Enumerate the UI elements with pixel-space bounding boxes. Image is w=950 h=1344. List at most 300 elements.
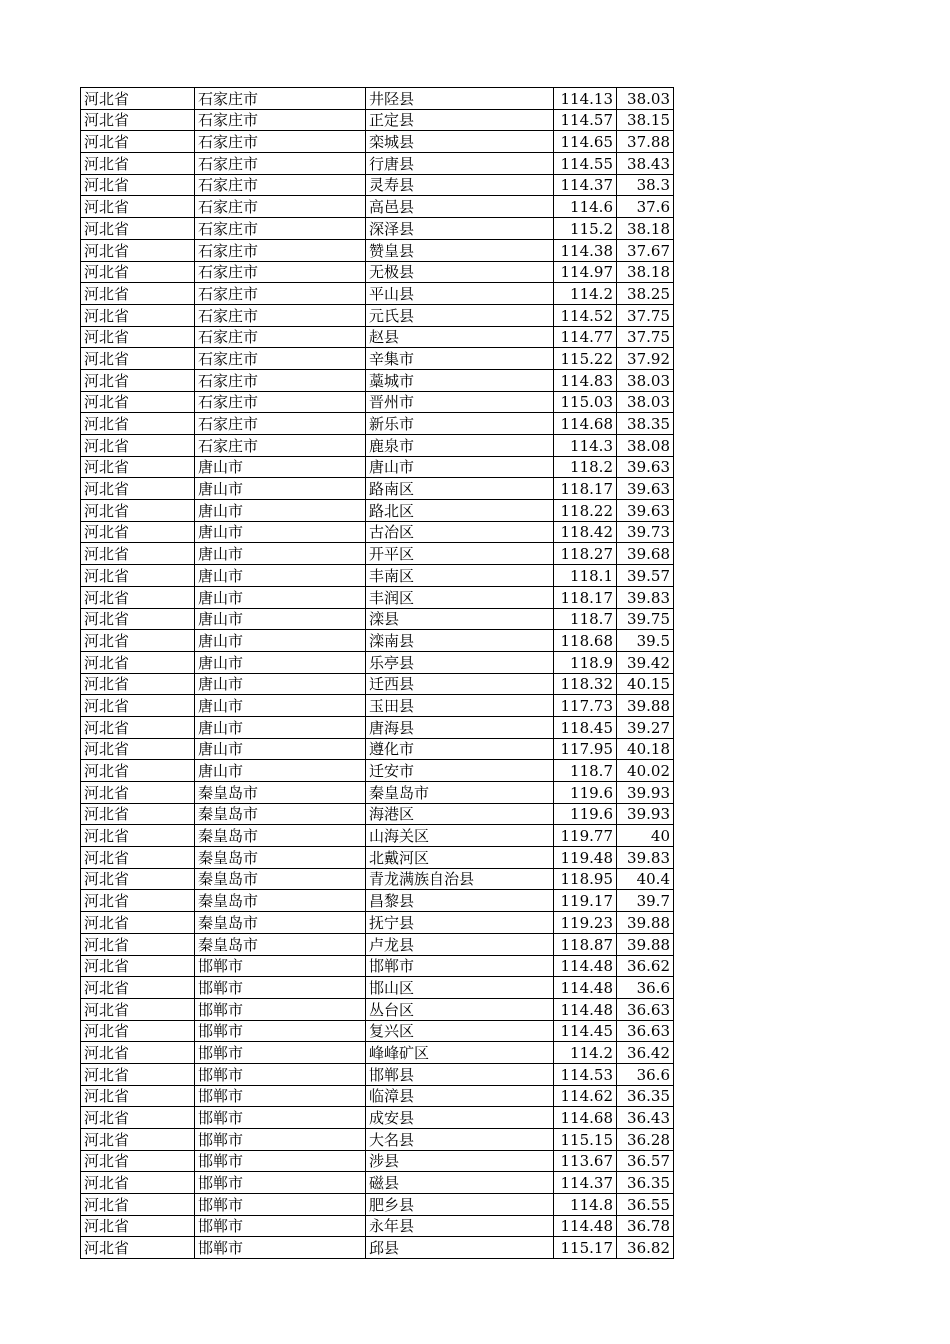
- city-cell[interactable]: 石家庄市: [195, 109, 366, 131]
- spreadsheet-sheet: [80, 87, 674, 1259]
- county-cell[interactable]: 卢龙县: [366, 933, 554, 955]
- county-cell[interactable]: 古冶区: [366, 521, 554, 543]
- city-cell[interactable]: 邯郸市: [195, 1063, 366, 1085]
- latitude-cell[interactable]: 36.35: [617, 1172, 674, 1194]
- latitude-cell[interactable]: 36.6: [617, 977, 674, 999]
- longitude-cell[interactable]: 118.68: [554, 630, 617, 652]
- city-cell[interactable]: 唐山市: [195, 738, 366, 760]
- latitude-cell[interactable]: 40.18: [617, 738, 674, 760]
- province-cell[interactable]: 河北省: [81, 651, 195, 673]
- latitude-cell[interactable]: 37.88: [617, 131, 674, 153]
- county-cell[interactable]: 鹿泉市: [366, 435, 554, 457]
- province-cell[interactable]: 河北省: [81, 478, 195, 500]
- county-cell[interactable]: 丛台区: [366, 998, 554, 1020]
- table-row: [81, 586, 674, 608]
- latitude-cell[interactable]: 37.75: [617, 326, 674, 348]
- table-row: [81, 391, 674, 413]
- province-cell[interactable]: 河北省: [81, 977, 195, 999]
- province-cell[interactable]: 河北省: [81, 456, 195, 478]
- longitude-cell[interactable]: 114.2: [554, 1042, 617, 1064]
- province-cell[interactable]: 河北省: [81, 283, 195, 305]
- city-cell[interactable]: 唐山市: [195, 760, 366, 782]
- table-row: [81, 218, 674, 240]
- longitude-cell[interactable]: 114.83: [554, 369, 617, 391]
- city-cell[interactable]: 石家庄市: [195, 174, 366, 196]
- longitude-cell[interactable]: 118.17: [554, 586, 617, 608]
- latitude-cell[interactable]: 39.83: [617, 586, 674, 608]
- longitude-cell[interactable]: 114.68: [554, 413, 617, 435]
- county-cell[interactable]: 大名县: [366, 1129, 554, 1151]
- longitude-cell[interactable]: 115.17: [554, 1237, 617, 1259]
- province-cell[interactable]: 河北省: [81, 868, 195, 890]
- latitude-cell[interactable]: 37.67: [617, 239, 674, 261]
- latitude-cell[interactable]: 38.15: [617, 109, 674, 131]
- city-cell[interactable]: 石家庄市: [195, 326, 366, 348]
- city-cell[interactable]: 唐山市: [195, 695, 366, 717]
- longitude-cell[interactable]: 115.2: [554, 218, 617, 240]
- city-cell[interactable]: 邯郸市: [195, 1085, 366, 1107]
- longitude-cell[interactable]: 114.8: [554, 1194, 617, 1216]
- city-cell[interactable]: 唐山市: [195, 543, 366, 565]
- county-cell[interactable]: 开平区: [366, 543, 554, 565]
- city-cell[interactable]: 石家庄市: [195, 369, 366, 391]
- latitude-cell[interactable]: 37.6: [617, 196, 674, 218]
- province-cell[interactable]: 河北省: [81, 586, 195, 608]
- county-cell[interactable]: 邱县: [366, 1237, 554, 1259]
- county-cell[interactable]: 辛集市: [366, 348, 554, 370]
- city-cell[interactable]: 石家庄市: [195, 196, 366, 218]
- table-row: [81, 1063, 674, 1085]
- table-row: [81, 782, 674, 804]
- county-cell[interactable]: 青龙满族自治县: [366, 868, 554, 890]
- province-cell[interactable]: 河北省: [81, 760, 195, 782]
- city-cell[interactable]: 唐山市: [195, 500, 366, 522]
- table-row: [81, 413, 674, 435]
- longitude-cell[interactable]: 118.7: [554, 608, 617, 630]
- county-cell[interactable]: 肥乡县: [366, 1194, 554, 1216]
- county-cell[interactable]: 栾城县: [366, 131, 554, 153]
- latitude-cell[interactable]: 36.42: [617, 1042, 674, 1064]
- city-cell[interactable]: 唐山市: [195, 565, 366, 587]
- latitude-cell[interactable]: 38.25: [617, 283, 674, 305]
- longitude-cell[interactable]: 118.7: [554, 760, 617, 782]
- county-cell[interactable]: 复兴区: [366, 1020, 554, 1042]
- city-cell[interactable]: 唐山市: [195, 478, 366, 500]
- table-row: [81, 1150, 674, 1172]
- city-cell[interactable]: 石家庄市: [195, 435, 366, 457]
- city-cell[interactable]: 唐山市: [195, 673, 366, 695]
- county-cell[interactable]: 成安县: [366, 1107, 554, 1129]
- city-cell[interactable]: 秦皇岛市: [195, 847, 366, 869]
- latitude-cell[interactable]: 36.63: [617, 998, 674, 1020]
- county-cell[interactable]: 邯郸县: [366, 1063, 554, 1085]
- longitude-cell[interactable]: 118.9: [554, 651, 617, 673]
- county-cell[interactable]: 井陉县: [366, 88, 554, 110]
- county-cell[interactable]: 邯山区: [366, 977, 554, 999]
- latitude-cell[interactable]: 38.43: [617, 153, 674, 175]
- latitude-cell[interactable]: 39.63: [617, 478, 674, 500]
- longitude-cell[interactable]: 115.22: [554, 348, 617, 370]
- longitude-cell[interactable]: 114.48: [554, 1215, 617, 1237]
- county-cell[interactable]: 临漳县: [366, 1085, 554, 1107]
- county-cell[interactable]: 永年县: [366, 1215, 554, 1237]
- table-row: [81, 912, 674, 934]
- province-cell[interactable]: 河北省: [81, 630, 195, 652]
- latitude-cell[interactable]: 37.92: [617, 348, 674, 370]
- table-row: [81, 1129, 674, 1151]
- city-cell[interactable]: 邯郸市: [195, 1237, 366, 1259]
- latitude-cell[interactable]: 40.15: [617, 673, 674, 695]
- city-cell[interactable]: 石家庄市: [195, 413, 366, 435]
- county-cell[interactable]: 山海关区: [366, 825, 554, 847]
- city-cell[interactable]: 邯郸市: [195, 1129, 366, 1151]
- table-row: [81, 803, 674, 825]
- latitude-cell[interactable]: 39.63: [617, 500, 674, 522]
- table-row: [81, 955, 674, 977]
- province-cell[interactable]: 河北省: [81, 890, 195, 912]
- longitude-cell[interactable]: 118.95: [554, 868, 617, 890]
- longitude-cell[interactable]: 115.15: [554, 1129, 617, 1151]
- province-cell[interactable]: 河北省: [81, 261, 195, 283]
- table-row: [81, 196, 674, 218]
- latitude-cell[interactable]: 36.6: [617, 1063, 674, 1085]
- city-cell[interactable]: 秦皇岛市: [195, 803, 366, 825]
- county-cell[interactable]: 北戴河区: [366, 847, 554, 869]
- longitude-cell[interactable]: 114.65: [554, 131, 617, 153]
- latitude-cell[interactable]: 38.3: [617, 174, 674, 196]
- longitude-cell[interactable]: 114.68: [554, 1107, 617, 1129]
- longitude-cell[interactable]: 117.95: [554, 738, 617, 760]
- longitude-cell[interactable]: 119.6: [554, 803, 617, 825]
- province-cell[interactable]: 河北省: [81, 304, 195, 326]
- city-cell[interactable]: 唐山市: [195, 456, 366, 478]
- table-row: [81, 933, 674, 955]
- county-cell[interactable]: 海港区: [366, 803, 554, 825]
- latitude-cell[interactable]: 38.18: [617, 261, 674, 283]
- latitude-cell[interactable]: 39.93: [617, 803, 674, 825]
- latitude-cell[interactable]: 36.63: [617, 1020, 674, 1042]
- province-cell[interactable]: 河北省: [81, 847, 195, 869]
- city-cell[interactable]: 石家庄市: [195, 391, 366, 413]
- province-cell[interactable]: 河北省: [81, 153, 195, 175]
- province-cell[interactable]: 河北省: [81, 435, 195, 457]
- latitude-cell[interactable]: 38.18: [617, 218, 674, 240]
- table-row: [81, 283, 674, 305]
- latitude-cell[interactable]: 39.75: [617, 608, 674, 630]
- city-cell[interactable]: 邯郸市: [195, 977, 366, 999]
- city-cell[interactable]: 石家庄市: [195, 239, 366, 261]
- table-row: [81, 500, 674, 522]
- county-cell[interactable]: 滦南县: [366, 630, 554, 652]
- city-cell[interactable]: 邯郸市: [195, 1194, 366, 1216]
- province-cell[interactable]: 河北省: [81, 803, 195, 825]
- table-row: [81, 1020, 674, 1042]
- county-cell[interactable]: 秦皇岛市: [366, 782, 554, 804]
- county-cell[interactable]: 丰润区: [366, 586, 554, 608]
- city-cell[interactable]: 唐山市: [195, 716, 366, 738]
- city-cell[interactable]: 邯郸市: [195, 998, 366, 1020]
- table-body: [81, 88, 674, 1259]
- city-cell[interactable]: 邯郸市: [195, 1107, 366, 1129]
- county-cell[interactable]: 赵县: [366, 326, 554, 348]
- latitude-cell[interactable]: 39.5: [617, 630, 674, 652]
- table-row: [81, 760, 674, 782]
- province-cell[interactable]: 河北省: [81, 1085, 195, 1107]
- longitude-cell[interactable]: 114.2: [554, 283, 617, 305]
- city-cell[interactable]: 石家庄市: [195, 283, 366, 305]
- province-cell[interactable]: 河北省: [81, 239, 195, 261]
- city-cell[interactable]: 石家庄市: [195, 261, 366, 283]
- table-row: [81, 153, 674, 175]
- city-cell[interactable]: 秦皇岛市: [195, 933, 366, 955]
- longitude-cell[interactable]: 114.77: [554, 326, 617, 348]
- latitude-cell[interactable]: 36.55: [617, 1194, 674, 1216]
- latitude-cell[interactable]: 38.08: [617, 435, 674, 457]
- longitude-cell[interactable]: 114.45: [554, 1020, 617, 1042]
- county-cell[interactable]: 晋州市: [366, 391, 554, 413]
- county-cell[interactable]: 新乐市: [366, 413, 554, 435]
- province-cell[interactable]: 河北省: [81, 716, 195, 738]
- longitude-cell[interactable]: 114.53: [554, 1063, 617, 1085]
- province-cell[interactable]: 河北省: [81, 673, 195, 695]
- province-cell[interactable]: 河北省: [81, 88, 195, 110]
- city-cell[interactable]: 秦皇岛市: [195, 868, 366, 890]
- longitude-cell[interactable]: 114.48: [554, 998, 617, 1020]
- province-cell[interactable]: 河北省: [81, 1020, 195, 1042]
- province-cell[interactable]: 河北省: [81, 326, 195, 348]
- table-row: [81, 695, 674, 717]
- province-cell[interactable]: 河北省: [81, 738, 195, 760]
- latitude-cell[interactable]: 39.7: [617, 890, 674, 912]
- longitude-cell[interactable]: 114.38: [554, 239, 617, 261]
- city-cell[interactable]: 石家庄市: [195, 153, 366, 175]
- latitude-cell[interactable]: 40.4: [617, 868, 674, 890]
- table-row: [81, 1085, 674, 1107]
- county-cell[interactable]: 藁城市: [366, 369, 554, 391]
- city-cell[interactable]: 石家庄市: [195, 304, 366, 326]
- latitude-cell[interactable]: 36.57: [617, 1150, 674, 1172]
- longitude-cell[interactable]: 113.67: [554, 1150, 617, 1172]
- latitude-cell[interactable]: 39.93: [617, 782, 674, 804]
- county-cell[interactable]: 涉县: [366, 1150, 554, 1172]
- province-cell[interactable]: 河北省: [81, 955, 195, 977]
- longitude-cell[interactable]: 119.17: [554, 890, 617, 912]
- county-cell[interactable]: 唐山市: [366, 456, 554, 478]
- county-cell[interactable]: 正定县: [366, 109, 554, 131]
- county-cell[interactable]: 峰峰矿区: [366, 1042, 554, 1064]
- longitude-cell[interactable]: 119.23: [554, 912, 617, 934]
- city-cell[interactable]: 唐山市: [195, 630, 366, 652]
- latitude-cell[interactable]: 38.03: [617, 88, 674, 110]
- province-cell[interactable]: 河北省: [81, 1063, 195, 1085]
- county-cell[interactable]: 深泽县: [366, 218, 554, 240]
- province-cell[interactable]: 河北省: [81, 1237, 195, 1259]
- county-cell[interactable]: 元氏县: [366, 304, 554, 326]
- city-cell[interactable]: 秦皇岛市: [195, 782, 366, 804]
- latitude-cell[interactable]: 38.03: [617, 369, 674, 391]
- longitude-cell[interactable]: 114.52: [554, 304, 617, 326]
- table-row: [81, 847, 674, 869]
- latitude-cell[interactable]: 38.03: [617, 391, 674, 413]
- county-cell[interactable]: 唐海县: [366, 716, 554, 738]
- county-cell[interactable]: 滦县: [366, 608, 554, 630]
- table-row: [81, 435, 674, 457]
- city-cell[interactable]: 邯郸市: [195, 1020, 366, 1042]
- longitude-cell[interactable]: 114.62: [554, 1085, 617, 1107]
- longitude-cell[interactable]: 114.6: [554, 196, 617, 218]
- province-cell[interactable]: 河北省: [81, 998, 195, 1020]
- latitude-cell[interactable]: 36.62: [617, 955, 674, 977]
- county-cell[interactable]: 平山县: [366, 283, 554, 305]
- city-cell[interactable]: 秦皇岛市: [195, 890, 366, 912]
- city-cell[interactable]: 秦皇岛市: [195, 825, 366, 847]
- province-cell[interactable]: 河北省: [81, 369, 195, 391]
- table-row: [81, 1237, 674, 1259]
- province-cell[interactable]: 河北省: [81, 521, 195, 543]
- province-cell[interactable]: 河北省: [81, 933, 195, 955]
- province-cell[interactable]: 河北省: [81, 500, 195, 522]
- county-cell[interactable]: 昌黎县: [366, 890, 554, 912]
- city-cell[interactable]: 邯郸市: [195, 1215, 366, 1237]
- province-cell[interactable]: 河北省: [81, 1129, 195, 1151]
- city-cell[interactable]: 唐山市: [195, 521, 366, 543]
- county-cell[interactable]: 抚宁县: [366, 912, 554, 934]
- latitude-cell[interactable]: 39.42: [617, 651, 674, 673]
- county-cell[interactable]: 遵化市: [366, 738, 554, 760]
- latitude-cell[interactable]: 38.35: [617, 413, 674, 435]
- latitude-cell[interactable]: 37.75: [617, 304, 674, 326]
- longitude-cell[interactable]: 118.17: [554, 478, 617, 500]
- province-cell[interactable]: 河北省: [81, 131, 195, 153]
- longitude-cell[interactable]: 117.73: [554, 695, 617, 717]
- province-cell[interactable]: 河北省: [81, 912, 195, 934]
- county-cell[interactable]: 玉田县: [366, 695, 554, 717]
- city-cell[interactable]: 邯郸市: [195, 1042, 366, 1064]
- longitude-cell[interactable]: 114.48: [554, 955, 617, 977]
- province-cell[interactable]: 河北省: [81, 825, 195, 847]
- latitude-cell[interactable]: 39.88: [617, 912, 674, 934]
- longitude-cell[interactable]: 118.2: [554, 456, 617, 478]
- latitude-cell[interactable]: 36.35: [617, 1085, 674, 1107]
- province-cell[interactable]: 河北省: [81, 543, 195, 565]
- county-cell[interactable]: 丰南区: [366, 565, 554, 587]
- longitude-cell[interactable]: 118.87: [554, 933, 617, 955]
- longitude-cell[interactable]: 119.48: [554, 847, 617, 869]
- province-cell[interactable]: 河北省: [81, 413, 195, 435]
- longitude-cell[interactable]: 118.27: [554, 543, 617, 565]
- longitude-cell[interactable]: 118.1: [554, 565, 617, 587]
- province-cell[interactable]: 河北省: [81, 196, 195, 218]
- table-row: [81, 109, 674, 131]
- longitude-cell[interactable]: 114.48: [554, 977, 617, 999]
- city-cell[interactable]: 唐山市: [195, 608, 366, 630]
- province-cell[interactable]: 河北省: [81, 782, 195, 804]
- city-cell[interactable]: 邯郸市: [195, 955, 366, 977]
- latitude-cell[interactable]: 40.02: [617, 760, 674, 782]
- province-cell[interactable]: 河北省: [81, 1107, 195, 1129]
- county-cell[interactable]: 高邑县: [366, 196, 554, 218]
- city-cell[interactable]: 邯郸市: [195, 1150, 366, 1172]
- county-cell[interactable]: 灵寿县: [366, 174, 554, 196]
- longitude-cell[interactable]: 118.32: [554, 673, 617, 695]
- latitude-cell[interactable]: 39.27: [617, 716, 674, 738]
- longitude-cell[interactable]: 118.45: [554, 716, 617, 738]
- longitude-cell[interactable]: 114.37: [554, 1172, 617, 1194]
- county-cell[interactable]: 乐亭县: [366, 651, 554, 673]
- province-cell[interactable]: 河北省: [81, 109, 195, 131]
- province-cell[interactable]: 河北省: [81, 1150, 195, 1172]
- province-cell[interactable]: 河北省: [81, 218, 195, 240]
- table-row: [81, 673, 674, 695]
- county-cell[interactable]: 无极县: [366, 261, 554, 283]
- longitude-cell[interactable]: 114.55: [554, 153, 617, 175]
- latitude-cell[interactable]: 39.88: [617, 695, 674, 717]
- city-cell[interactable]: 唐山市: [195, 651, 366, 673]
- longitude-cell[interactable]: 114.37: [554, 174, 617, 196]
- table-row: [81, 651, 674, 673]
- longitude-cell[interactable]: 115.03: [554, 391, 617, 413]
- table-row: [81, 304, 674, 326]
- city-cell[interactable]: 石家庄市: [195, 131, 366, 153]
- latitude-cell[interactable]: 36.82: [617, 1237, 674, 1259]
- city-cell[interactable]: 秦皇岛市: [195, 912, 366, 934]
- province-cell[interactable]: 河北省: [81, 608, 195, 630]
- province-cell[interactable]: 河北省: [81, 348, 195, 370]
- province-cell[interactable]: 河北省: [81, 1194, 195, 1216]
- county-cell[interactable]: 行唐县: [366, 153, 554, 175]
- province-cell[interactable]: 河北省: [81, 565, 195, 587]
- longitude-cell[interactable]: 119.77: [554, 825, 617, 847]
- longitude-cell[interactable]: 118.42: [554, 521, 617, 543]
- city-cell[interactable]: 唐山市: [195, 586, 366, 608]
- longitude-cell[interactable]: 114.97: [554, 261, 617, 283]
- latitude-cell[interactable]: 39.73: [617, 521, 674, 543]
- county-cell[interactable]: 邯郸市: [366, 955, 554, 977]
- city-cell[interactable]: 邯郸市: [195, 1172, 366, 1194]
- county-cell[interactable]: 赞皇县: [366, 239, 554, 261]
- county-cell[interactable]: 迁安市: [366, 760, 554, 782]
- longitude-cell[interactable]: 114.57: [554, 109, 617, 131]
- table-row: [81, 565, 674, 587]
- county-cell[interactable]: 磁县: [366, 1172, 554, 1194]
- longitude-cell[interactable]: 114.3: [554, 435, 617, 457]
- latitude-cell[interactable]: 36.78: [617, 1215, 674, 1237]
- province-cell[interactable]: 河北省: [81, 1042, 195, 1064]
- latitude-cell[interactable]: 39.88: [617, 933, 674, 955]
- longitude-cell[interactable]: 114.13: [554, 88, 617, 110]
- county-cell[interactable]: 路南区: [366, 478, 554, 500]
- latitude-cell[interactable]: 36.28: [617, 1129, 674, 1151]
- county-cell[interactable]: 路北区: [366, 500, 554, 522]
- city-cell[interactable]: 石家庄市: [195, 348, 366, 370]
- longitude-cell[interactable]: 118.22: [554, 500, 617, 522]
- province-cell[interactable]: 河北省: [81, 391, 195, 413]
- longitude-cell[interactable]: 119.6: [554, 782, 617, 804]
- latitude-cell[interactable]: 36.43: [617, 1107, 674, 1129]
- city-cell[interactable]: 石家庄市: [195, 88, 366, 110]
- county-cell[interactable]: 迁西县: [366, 673, 554, 695]
- latitude-cell[interactable]: 40: [617, 825, 674, 847]
- latitude-cell[interactable]: 39.83: [617, 847, 674, 869]
- latitude-cell[interactable]: 39.57: [617, 565, 674, 587]
- province-cell[interactable]: 河北省: [81, 695, 195, 717]
- province-cell[interactable]: 河北省: [81, 1172, 195, 1194]
- province-cell[interactable]: 河北省: [81, 174, 195, 196]
- latitude-cell[interactable]: 39.63: [617, 456, 674, 478]
- province-cell[interactable]: 河北省: [81, 1215, 195, 1237]
- latitude-cell[interactable]: 39.68: [617, 543, 674, 565]
- city-cell[interactable]: 石家庄市: [195, 218, 366, 240]
